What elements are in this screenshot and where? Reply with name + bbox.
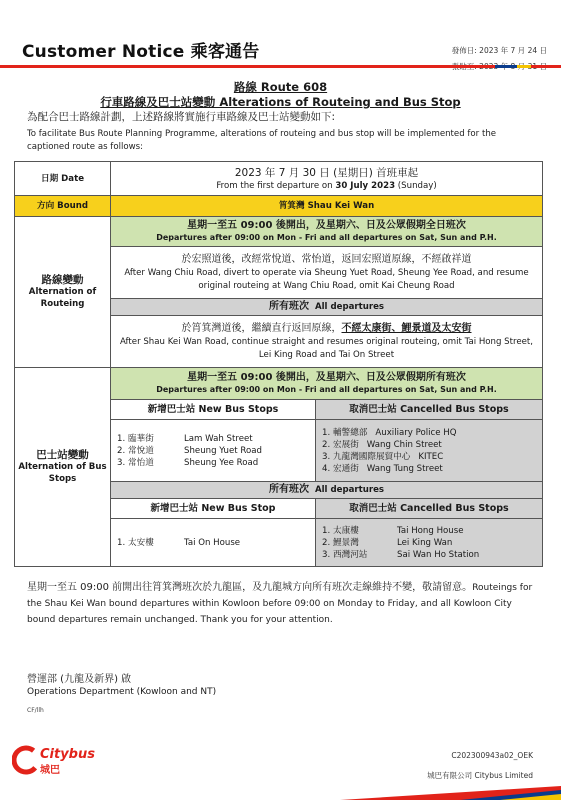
bus-stop-item: 1. 太康樓 Tai Hong House: [322, 525, 464, 536]
bound-label: 方向 Bound: [15, 196, 111, 217]
route-title: 路線 Route 608: [233, 80, 328, 94]
notice-header: [0, 0, 561, 75]
bottom-stripe: [340, 786, 561, 800]
notice-dates: [452, 43, 547, 75]
department-chinese: 營運部 (九龍及新界) 啟: [27, 674, 132, 685]
bus-stop-item: 1. 輔警總部 Auxiliary Police HQ: [322, 427, 457, 438]
footer-note: 星期一至五 09:00 前開出往筲箕灣班次於九龍區，及九龍城方向所有班次走線維持不變，敬請留意。Routeings for the Shau Kei Wan bound departures within Kowloon before 09:00 on Monday to Friday, and all Kowloon City bound departures remain unchanged. Thank you for your attention.: [27, 582, 533, 625]
new-stops-list-2: [111, 519, 316, 567]
routeing-detail-2: 於筲箕灣道後，繼續直行返回原線，不經太康街、鯉景道及太安街 After Shau Kei Wan Road, continue straight and resumes original routeing, omit Tai Hong Street, Lei King Road and Tai On Street: [111, 316, 543, 368]
bus-stop-item: 1. 太安樓 Tai On House: [117, 537, 241, 548]
header-rule: [0, 65, 561, 68]
routeing-detail-1: 於宏照道後，改經常悅道、常怡道，返回宏照道原線，不經啟祥道 After Wang Chiu Road, divert to operate via Sheung Yuet Road, Sheung Yee Road, and resume original routeing at Wang Chiu Road, omit Kai Cheung Road: [111, 247, 543, 299]
bus-stop-item: 4. 宏通街 Wang Tung Street: [322, 463, 443, 474]
reference-code: CF/llh: [27, 707, 44, 714]
stops-header-all: 所有班次 All departures: [111, 482, 543, 499]
cancelled-stops-label-2: 取消巴士站 Cancelled Bus Stops: [316, 499, 543, 519]
bus-stop-item: 1. 臨華街 Lam Wah Street: [117, 433, 253, 444]
department-english: Operations Department (Kowloon and NT): [27, 687, 217, 697]
date-label: 日期 Date: [15, 162, 111, 196]
new-stops-list-1: [111, 420, 316, 482]
cancelled-stops-list-1: [316, 420, 543, 482]
date-row: [15, 162, 543, 196]
bus-stop-item: 2. 鯉景灣 Lei King Wan: [322, 537, 453, 548]
new-stop-label: 新增巴士站 New Bus Stop: [111, 499, 316, 519]
date-english: From the first departure on 30 July 2023 (Sunday): [216, 180, 437, 191]
notice-title: Customer Notice 乘客通告: [22, 42, 260, 62]
intro-english: To facilitate Bus Route Planning Programme, alterations of routeing and bus stop will be implemented for the captioned route as follows:: [27, 129, 497, 152]
company-name: 城巴有限公司 Citybus Limited: [427, 771, 533, 780]
routeing-header-weekday: 星期一至五 09:00 後開出，及星期六、日及公眾假期全日班次 Departures after 09:00 on Mon - Fri and all departures on Sat, Sun and P.H.: [111, 217, 543, 247]
intro-chinese: 為配合巴士路線計劃，上述路線將實施行車路線及巴士站變動如下:: [27, 111, 336, 123]
bus-stop-item: 3. 西灣河站 Sai Wan Ho Station: [322, 549, 480, 560]
bus-stop-item: 2. 常悅道 Sheung Yuet Road: [117, 445, 262, 456]
bus-stop-item: 3. 九龍灣國際展貿中心 KITEC: [322, 451, 444, 462]
route-subtitle: 行車路線及巴士站變動 Alterations of Routeing and Bus Stop: [100, 95, 461, 109]
bus-stop-item: 2. 宏展街 Wang Chin Street: [322, 439, 442, 450]
stops-header-weekday: 星期一至五 09:00 後開出，及星期六、日及公眾假期所有班次 Departures after 09:00 on Mon - Fri and all departures on Sat, Sun and P.H.: [111, 368, 543, 400]
stops-label: 巴士站變動 Alternation of Bus Stops: [15, 368, 111, 567]
stops-header-1: [15, 368, 543, 400]
new-stops-label: 新增巴士站 New Bus Stops: [111, 400, 316, 420]
alteration-table: [14, 161, 543, 567]
bound-row: [15, 196, 543, 217]
routeing-header-1: [15, 217, 543, 247]
cancelled-stops-list-2: [316, 519, 543, 567]
bus-stop-item: 3. 常怡道 Sheung Yee Road: [117, 457, 259, 468]
date-chinese: 2023 年 7 月 30 日 (星期日) 首班車起: [234, 166, 419, 179]
logo-text: Citybus: [40, 747, 95, 762]
date-value: [111, 162, 543, 196]
logo-chinese: 城巴: [40, 765, 60, 776]
routeing-label: 路線變動 Alternation of Routeing: [15, 217, 111, 368]
document-code: C202300943a02_OEK: [451, 751, 533, 760]
bound-value: 筲箕灣 Shau Kei Wan: [111, 196, 543, 217]
routeing-header-all: 所有班次 All departures: [111, 299, 543, 316]
issue-date: 發佈日: 2023 年 7 月 24 日: [451, 46, 547, 55]
cancelled-stops-label: 取消巴士站 Cancelled Bus Stops: [316, 400, 543, 420]
